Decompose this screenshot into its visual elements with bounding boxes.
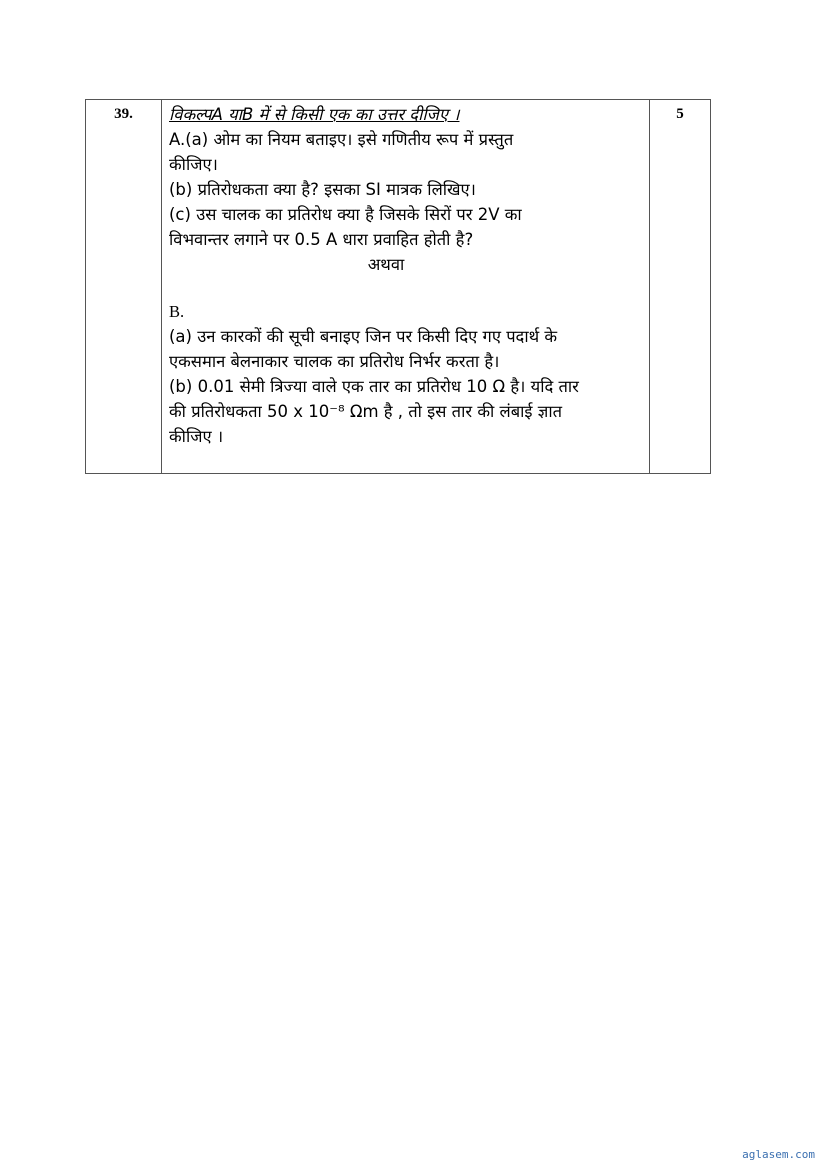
- watermark-text[interactable]: aglasem.com: [742, 1148, 815, 1161]
- or-label: अथवा: [367, 255, 405, 274]
- option-b-line: (a) उन कारकों की सूची बनाइए जिन पर किसी दिए गए पदार्थ के: [169, 327, 558, 346]
- option-b-label: B.: [169, 302, 185, 321]
- question-body: [162, 100, 650, 473]
- spacer: [169, 277, 643, 299]
- option-b-line: (b) 0.01 सेमी त्रिज्या वाले एक तार का प्रतिरोध 10 Ω है। यदि तार: [169, 377, 579, 396]
- option-a-line: A.(a) ओम का नियम बताइए। इसे गणितीय रूप में प्रस्तुत: [169, 130, 514, 149]
- option-a-line: कीजिए।: [169, 155, 218, 174]
- option-b-line: की प्रतिरोधकता 50 x 10⁻⁸ Ωm है , तो इस तार की लंबाई ज्ञात: [169, 402, 563, 421]
- question-table: [85, 99, 711, 474]
- option-b-line: कीजिए ।: [169, 427, 224, 446]
- option-a-line: (b) प्रतिरोधकता क्या है? इसका SI मात्रक लिखिए।: [169, 180, 476, 199]
- marks-cell: 5: [676, 106, 684, 122]
- option-a-line: विभवान्तर लगाने पर 0.5 A धारा प्रवाहित होती है?: [169, 230, 474, 249]
- option-b-line: एकसमान बेलनाकार चालक का प्रतिरोध निर्भर करता है।: [169, 352, 500, 371]
- question-number: 39.: [86, 100, 162, 473]
- instruction-text: विकल्पA याB में से किसी एक का उत्तर दीजिए ।: [169, 105, 460, 124]
- option-a-line: (c) उस चालक का प्रतिरोध क्या है जिसके सिरों पर 2V का: [169, 205, 522, 224]
